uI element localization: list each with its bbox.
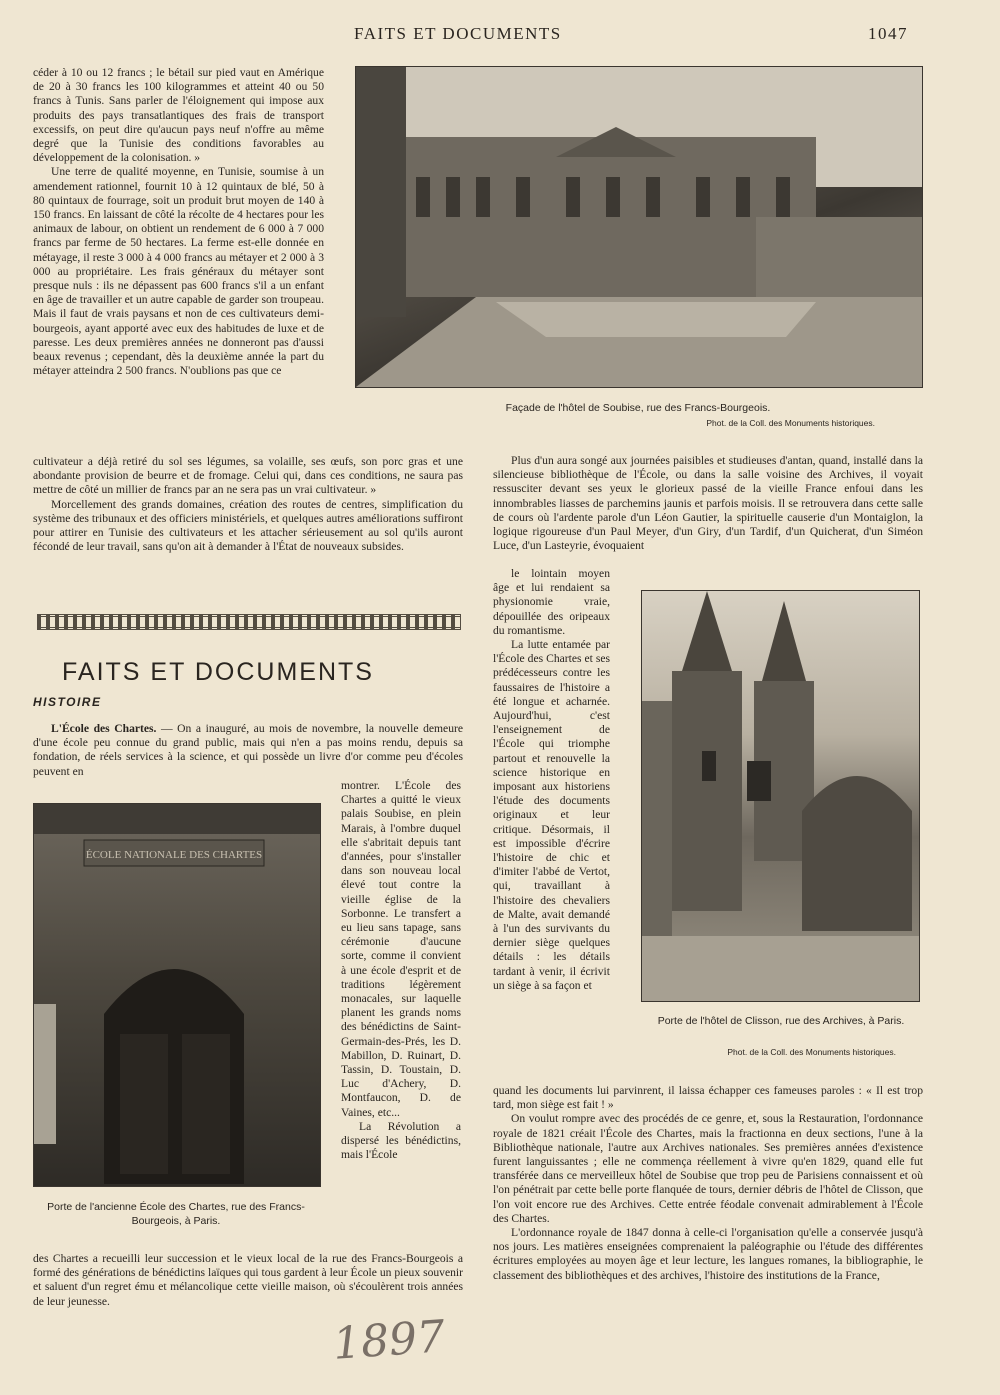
column-right-bottom <box>493 1084 923 1283</box>
handwritten-year: 1897 <box>331 1311 447 1370</box>
photo-ecole-caption: Porte de l'ancienne École des Chartes, rue des Francs-Bourgeois, à Paris. <box>47 1201 305 1227</box>
column-narrow-left <box>341 779 461 1162</box>
section-subtitle: HISTOIRE <box>33 695 102 709</box>
paragraph: Plus d'un aura songé aux journées paisibles et studieuses d'antan, quand, installé dans la silencieuse bibliothèque de l'École, ou dans la salle voisine des Archives, il voyait ressusciter devant ses yeux le glorieux passé de la vieille France enfoui dans les innombrables liasses de parchemins jaunis et parfois moisis. Il se retrouvera dans cette salle de cours où l'ardente parole d'un Léon Gautier, la spirituelle causerie d'un Montaiglon, la logique rigoureuse d'un Paul Meyer, d'un Giry, d'un Tardif, d'un Quicherat, d'un Siméon Luce, d'un Lasteyrie, évoquaient <box>493 454 923 553</box>
paragraph: quand les documents lui parvinrent, il laissa échapper ces fameuses paroles : « Il est trop tard, mon siège est fait ! » <box>493 1084 923 1112</box>
paragraph: La lutte entamée par l'École des Chartes et ses prédécesseurs contre les faussaires de l'histoire a été longue et acharnée. Aujourd'hui, c'est l'enseignement de l'École qui triomphe partout et renouvelle la science historique en imposant aux historiens l'étude des documents originaux et leur critique. Désormais, il est impossible d'écrire l'histoire de chic et d'imiter l'abbé de Vertot, qui, travaillant à l'histoire des chevaliers de Malte, avait demandé à l'un des survivants du dernier siège quelques détails : les détails tardant à venir, il écrivit un siège à sa façon et <box>493 638 610 992</box>
photo-hotel-soubise <box>355 66 923 388</box>
paragraph: On voulut rompre avec des procédés de ce genre, et, sous la Restauration, l'ordonnance royale de 1821 créait l'École des Chartes, mais la fractionna en deux sections, l'une à la Bibliothèque nationale, l'autre aux Archives nationales. Ses premières années d'existence furent languissantes ; elle ne commença réellement à vivre qu'en 1829, quand elle fut transférée dans ce merveilleux hôtel de Soubise que trop peu de Parisiens connaissent et où l'on pénétrait par cette belle porte flanquée de tours, dernier débris de l'hôtel de Clisson, que l'on voit encore rue des Archives. Cette entrée féodale convenait admirablement à l'École des Chartes. <box>493 1112 923 1225</box>
paragraph: le lointain moyen âge et lui rendaient sa physionomie vraie, dépouillée des oripeaux du romantisme. <box>493 567 610 637</box>
paragraph: Morcellement des grands domaines, création des routes de centres, simplification du système des tribunaux et des officiers ministériels, et quelques autres améliorations suffiront pour attirer en Tunisie des cultivateurs et les attacher sérieusement au sol qu'ils auront fécondé de leur travail, sans qu'on ait à demander à l'État de nouveaux subsides. <box>33 497 463 554</box>
photo-soubise-credit: Phot. de la Coll. des Monuments historiques. <box>706 418 875 428</box>
ancienne-ecole-illustration <box>34 804 320 1186</box>
column-left-mid <box>33 455 463 554</box>
photo-clisson-caption: Porte de l'hôtel de Clisson, rue des Archives, à Paris. <box>657 1015 905 1027</box>
column-narrow-right <box>493 567 610 993</box>
paragraph: L'ordonnance royale de 1847 donna à celle-ci l'organisation qu'elle a conservée jusqu'à nos jours. Les matières enseignées comprenaient la paléographie ou l'étude des différentes écritures employées au moyen âge et leur lecture, les langues romanes, la bibliographie, le classement des bibliothèques et des archives, l'histoire des institutions de la France, <box>493 1226 923 1282</box>
page-number: 1047 <box>868 24 908 43</box>
ecole-sign-text: ÉCOLE NATIONALE DES CHARTES <box>85 849 263 861</box>
photo-clisson-credit: Phot. de la Coll. des Monuments historiques. <box>727 1047 896 1057</box>
paragraph: La Révolution a dispersé les bénédictins, mais l'École <box>341 1119 461 1162</box>
ornamental-divider <box>37 614 461 630</box>
paragraph: des Chartes a recueilli leur succession et le vieux local de la rue des Francs-Bourgeois a formé des générations de bénédictins laïques qui tous gardent à leur École un pieux souvenir et saluent d'un regret ému et mélancolique cette vieille maison, où s'écoulèrent trois années de leur jeunesse. <box>33 1252 463 1308</box>
section-title: FAITS ET DOCUMENTS <box>62 658 374 686</box>
column-right-top <box>493 454 923 553</box>
paragraph: céder à 10 ou 12 francs ; le bétail sur pied vaut en Amérique de 20 à 30 francs les 100 kilogrammes et atteint 40 ou 50 francs à Tunis. Sans parler de l'éloignement qui impose aux produits des pays transatlantiques des frais de transport excessifs, on peut dire qu'aucun pays neuf n'offre au même degré que la Tunisie des conditions favorables au développement de la colonisation. » <box>33 66 324 165</box>
article-intro <box>33 722 463 779</box>
article-intro-text: — On a inauguré, au mois de novembre, la nouvelle demeure d'une école peu connue du grand public, mais qui n'en a pas moins rendu, depuis sa fondation, de réels services à la science, et qui possède un livre d'or comme peu d'écoles peuvent en <box>33 722 463 778</box>
paragraph: cultivateur a déjà retiré du sol ses légumes, sa volaille, ses œufs, son porc gras et une abondante provision de beurre et de fromage. Celui qui, dans ces conditions, ne saura pas mettre de côté un millier de francs par an ne sera pas un vrai cultivateur. » <box>33 455 463 497</box>
article-lead: L'École des Chartes. <box>51 722 157 735</box>
hotel-soubise-illustration <box>356 67 922 387</box>
column-left-top <box>33 66 324 378</box>
paragraph: montrer. L'École des Chartes a quitté le vieux palais Soubise, en plein Marais, à l'ombre duquel elle s'abritait depuis tant d'années, pour s'installer dans son nouveau local élevé tout contre la vieille église de la Sorbonne. Le transfert a eu lieu sans tapage, sans cérémonie d'aucune sorte, comme il convient à une école d'esprit et de traditions légèrement monacales, sur laquelle planent les grands noms des bénédictins de Saint-Germain-des-Prés, les D. Mabillon, D. Ruinart, D. Tassin, D. Toustain, D. Luc d'Achery, D. Montfaucon, D. de Vaines, etc... <box>341 779 461 1119</box>
running-title: FAITS ET DOCUMENTS <box>354 24 562 43</box>
paragraph: Une terre de qualité moyenne, en Tunisie, soumise à un amendement rationnel, fournit 10 à 12 quintaux de blé, 50 à 80 quintaux de fourrage, soit un produit brut moyen de 140 à 150 francs. En laissant de côté la récolte de 4 hectares pour les animaux de labour, on obtient un rendement de 6 000 à 7 000 francs par ferme de 50 hectares. La ferme est-elle donnée en métayage, il reste 3 000 à 4 000 francs au métayer et 2 000 à 3 000 au propriétaire. Les frais généraux du métayer sont presque nuls : ils ne dépassent pas 600 francs s'il a un enfant en âge de travailler et un autre capable de garder son troupeau. Mais il faut de vrais paysans et non de ces cultivateurs demi-bourgeois, ayant apporté avec eux des habitudes de luxe et de paresse. Les deux premières années ne donneront pas d'aussi beaux revenus ; cependant, dès la deuxième année la part du métayer atteindra 2 500 francs. N'oublions pas que ce <box>33 165 324 378</box>
photo-hotel-clisson <box>641 590 920 1002</box>
photo-soubise-caption: Façade de l'hôtel de Soubise, rue des Francs-Bourgeois. <box>505 402 771 414</box>
photo-ancienne-ecole <box>33 803 321 1187</box>
column-left-bottom <box>33 1252 463 1309</box>
hotel-clisson-illustration <box>642 591 919 1001</box>
